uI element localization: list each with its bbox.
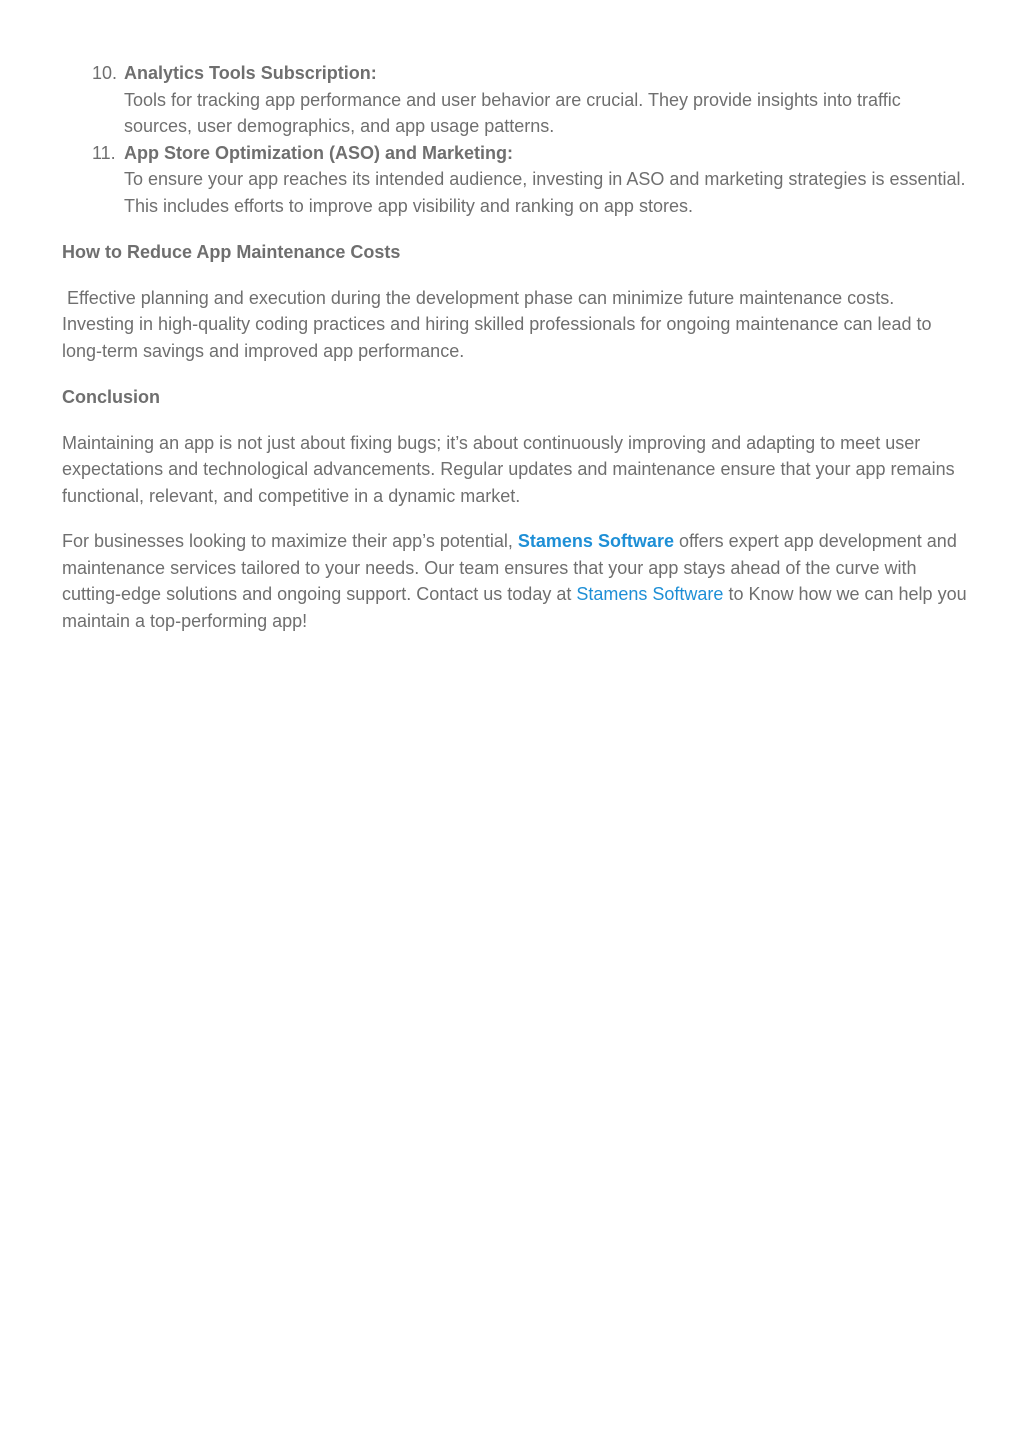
list-item-title: App Store Optimization (ASO) and Marketing:	[124, 142, 514, 163]
list-item-body: To ensure your app reaches its intended audience, investing in ASO and marketing strategies is essential. This includes efforts to improve app visibility and ranking on app stores.	[124, 169, 966, 216]
document-page	[62, 60, 967, 634]
reduce-costs-heading: How to Reduce App Maintenance Costs	[62, 242, 401, 262]
list-item-title: Analytics Tools Subscription:	[124, 63, 377, 83]
list-item-body: Tools for tracking app performance and user behavior are crucial. They provide insights into traffic sources, user demographics, and app usage patterns.	[124, 89, 901, 136]
cost-list	[62, 60, 967, 219]
list-item	[62, 60, 967, 140]
list-item-number: 11.	[92, 142, 116, 163]
list-item-number: 10.	[92, 63, 118, 83]
conclusion-heading: Conclusion	[62, 387, 160, 407]
cta-text-2: offers expert app development and maintenance services tailored to your needs. Our team ensures that your app stays ahead of the curve with cutting-edge solutions and ongoing support. Contact us today at	[62, 531, 957, 604]
cta-text-3: to Know how we can help you maintain a top-performing app!	[62, 584, 967, 631]
reduce-costs-paragraph: Effective planning and execution during the development phase can minimize future maintenance costs. Investing in high-quality coding practices and hiring skilled professionals for ongoing maintenance can lead to long-term savings and improved app performance.	[62, 287, 937, 361]
cta-paragraph	[62, 528, 967, 634]
stamens-software-link-bold[interactable]: Stamens Software	[517, 531, 674, 551]
cta-text-1: For businesses looking to maximize their app’s potential,	[62, 531, 518, 551]
conclusion-paragraph: Maintaining an app is not just about fixing bugs; it’s about continuously improving and adapting to meet user expectations and technological advancements. Regular updates and maintenance ensure that your app remains functional, relevant, and competitive in a dynamic market.	[62, 432, 955, 506]
list-item	[62, 140, 967, 220]
stamens-software-link[interactable]: Stamens Software	[576, 584, 724, 604]
